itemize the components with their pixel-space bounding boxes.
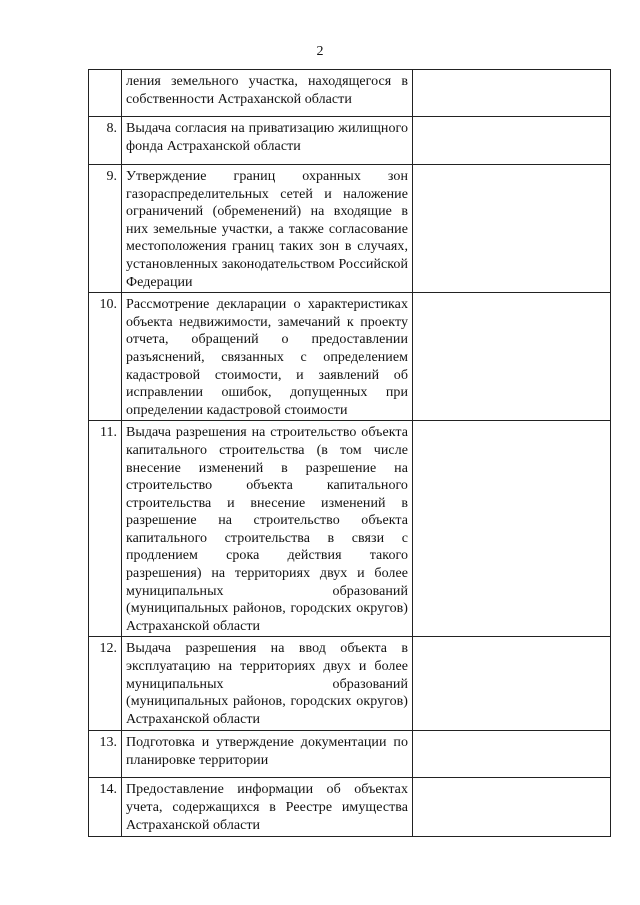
row-description: Подготовка и утверждение документации по планировке территории bbox=[122, 731, 413, 778]
row-empty-cell bbox=[413, 637, 611, 731]
row-number: 10. bbox=[89, 293, 122, 421]
row-description: Рассмотрение декларации о характеристиках объекта недвижимости, замечаний к проекту отчета, обращений о предоставлении разъяснений, связанных с определением кадастровой стоимости, и заявлений об исправлении ошибок, допущенных при определении кадастровой стоимости bbox=[122, 293, 413, 421]
row-description: Выдача разрешения на ввод объекта в эксплуатацию на территориях двух и более муниципальных образований (муниципальных районов, городских округов) Астраханской области bbox=[122, 637, 413, 731]
row-empty-cell bbox=[413, 778, 611, 837]
table-row bbox=[89, 421, 611, 637]
row-description: Утверждение границ охранных зон газораспределительных сетей и наложение ограничений (обременений) на входящие в них земельные участки, а также согласование местоположения границ таких зон в случаях, установленных законодательством Российской Федерации bbox=[122, 165, 413, 293]
row-empty-cell bbox=[413, 165, 611, 293]
row-number: 11. bbox=[89, 421, 122, 637]
services-table bbox=[88, 69, 611, 837]
row-number: 8. bbox=[89, 117, 122, 165]
row-number: 14. bbox=[89, 778, 122, 837]
table-row bbox=[89, 165, 611, 293]
table-row bbox=[89, 293, 611, 421]
row-description: ления земельного участка, находящегося в собственности Астраханской области bbox=[122, 70, 413, 117]
table-row bbox=[89, 117, 611, 165]
table-row bbox=[89, 778, 611, 837]
row-empty-cell bbox=[413, 421, 611, 637]
table-row bbox=[89, 637, 611, 731]
row-empty-cell bbox=[413, 70, 611, 117]
row-number bbox=[89, 70, 122, 117]
row-number: 9. bbox=[89, 165, 122, 293]
row-description: Предоставление информации об объектах учета, содержащихся в Реестре имущества Астраханской области bbox=[122, 778, 413, 837]
row-empty-cell bbox=[413, 117, 611, 165]
row-description: Выдача согласия на приватизацию жилищного фонда Астраханской области bbox=[122, 117, 413, 165]
table-row bbox=[89, 731, 611, 778]
page-number: 2 bbox=[316, 44, 324, 59]
row-description: Выдача разрешения на строительство объекта капитального строительства (в том числе внесение изменений в разрешение на строительство объекта капитального строительства и внесение изменений в разрешение на строительство объекта капитального строительства в связи с продлением срока действия такого разрешения) на территориях двух и более муниципальных образований (муниципальных районов, городских округов) Астраханской области bbox=[122, 421, 413, 637]
row-empty-cell bbox=[413, 731, 611, 778]
row-empty-cell bbox=[413, 293, 611, 421]
row-number: 12. bbox=[89, 637, 122, 731]
table-row bbox=[89, 70, 611, 117]
row-number: 13. bbox=[89, 731, 122, 778]
